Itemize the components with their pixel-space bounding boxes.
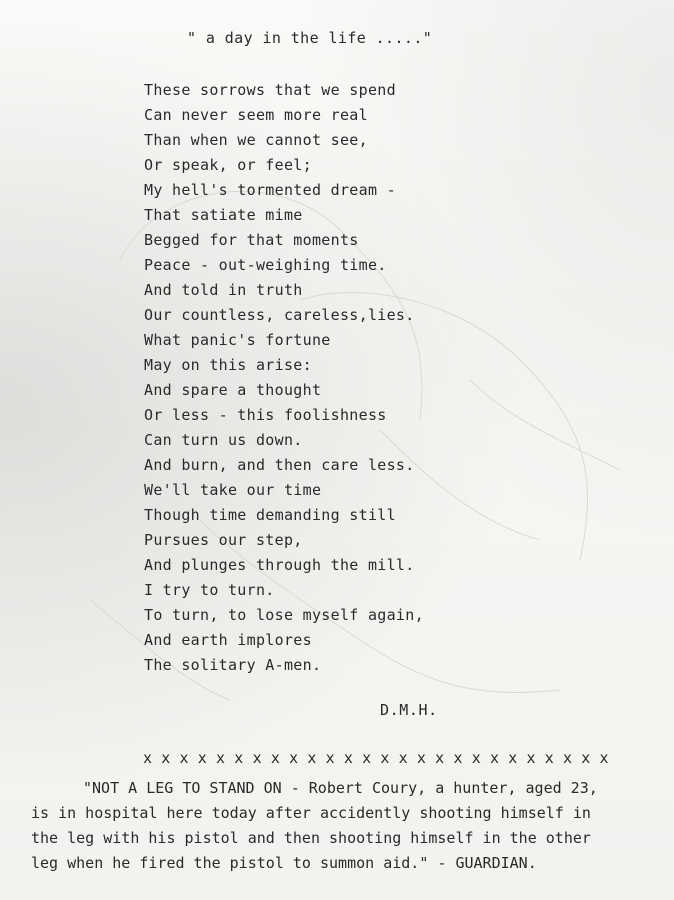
poem-line: My hell's tormented dream - xyxy=(144,181,396,199)
poem-line: And told in truth xyxy=(144,281,303,299)
poem-line: And earth implores xyxy=(144,631,312,649)
poem-line: Though time demanding still xyxy=(144,506,396,524)
poem-line: Our countless, careless,lies. xyxy=(144,306,415,324)
poem-body xyxy=(144,78,424,678)
quote-line: is in hospital here today after accidently shooting himself in xyxy=(31,804,591,822)
poem-title: " a day in the life ....." xyxy=(187,29,433,47)
poem-line: These sorrows that we spend xyxy=(144,81,396,99)
poem-line: The solitary A-men. xyxy=(144,656,322,674)
poem-line: And burn, and then care less. xyxy=(144,456,415,474)
poem-line: Can turn us down. xyxy=(144,431,303,449)
quote-line: leg when he fired the pistol to summon aid." - GUARDIAN. xyxy=(31,854,537,872)
author-initials: D.M.H. xyxy=(380,701,438,719)
poem-line: I try to turn. xyxy=(144,581,275,599)
poem-line: May on this arise: xyxy=(144,356,312,374)
poem-line: Pursues our step, xyxy=(144,531,303,549)
poem-line: Can never seem more real xyxy=(144,106,368,124)
quote-line: the leg with his pistol and then shooting himself in the other xyxy=(31,829,591,847)
poem-line: And plunges through the mill. xyxy=(144,556,415,574)
poem-line: We'll take our time xyxy=(144,481,322,499)
poem-line: Begged for that moments xyxy=(144,231,359,249)
quote-line: "NOT A LEG TO STAND ON - Robert Coury, a hunter, aged 23, xyxy=(83,779,598,797)
poem-line: To turn, to lose myself again, xyxy=(144,606,424,624)
poem-line: What panic's fortune xyxy=(144,331,331,349)
poem-line: That satiate mime xyxy=(144,206,303,224)
section-divider: x x x x x x x x x x x x x x x x x x x x x x x x x x xyxy=(143,749,609,767)
poem-line: And spare a thought xyxy=(144,381,322,399)
poem-line: Or speak, or feel; xyxy=(144,156,312,174)
poem-line: Or less - this foolishness xyxy=(144,406,387,424)
news-quote xyxy=(31,776,661,876)
poem-line: Than when we cannot see, xyxy=(144,131,368,149)
poem-line: Peace - out-weighing time. xyxy=(144,256,387,274)
